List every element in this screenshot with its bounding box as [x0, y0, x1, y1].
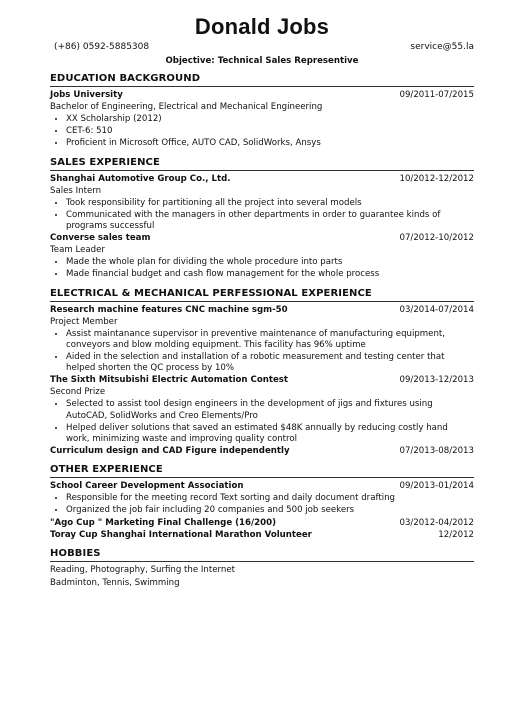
entry-title: Converse sales team: [50, 233, 151, 244]
bullet-list: [50, 256, 474, 280]
entry-header: [50, 304, 474, 316]
sales-section: [50, 156, 474, 281]
bullet-item: • XX Scholarship (2012): [66, 113, 474, 125]
entry-date: 09/2013-12/2013: [399, 375, 474, 386]
entry: [50, 517, 474, 529]
hobbies-line: Reading, Photography, Surfing the Internet: [50, 564, 236, 575]
entry: [50, 374, 474, 445]
education-section: [50, 72, 474, 150]
entry: [50, 89, 474, 150]
section-title: OTHER EXPERIENCE: [50, 463, 474, 478]
entry-header: [50, 480, 474, 492]
entry-date: 07/2012-10/2012: [399, 233, 474, 244]
entry-title: The Sixth Mitsubishi Electric Automation Contest: [50, 375, 289, 386]
bullet-list: [50, 492, 474, 516]
hobbies-section: [50, 547, 474, 590]
bullet-list: [50, 398, 474, 445]
bullet-list: [50, 328, 474, 375]
section-title: ELECTRICAL & MECHANICAL PERFESSIONAL EXPERIENCE: [50, 287, 474, 302]
entry-header: [50, 173, 474, 185]
entry: [50, 480, 474, 516]
candidate-name: Donald Jobs: [194, 14, 330, 39]
entry-role: Team Leader: [50, 245, 105, 256]
bullet-item: • CET-6: 510: [66, 125, 474, 137]
entry: [50, 232, 474, 280]
entry-title: "Ago Cup " Marketing Final Challenge (16/200): [50, 517, 277, 528]
entry-title: Shanghai Automotive Group Co., Ltd.: [50, 173, 231, 184]
entry: [50, 173, 474, 233]
bullet-item: • Helped deliver solutions that saved an estimated $48K annually by reducing costly hand work, minimizing waste and improving quality control: [66, 422, 474, 445]
entry-header: [50, 445, 474, 457]
section-title: SALES EXPERIENCE: [50, 156, 474, 171]
electrical-section: [50, 287, 474, 458]
entry-date: 10/2012-12/2012: [399, 173, 474, 184]
bullet-item: • Proficient in Microsoft Office, AUTO CAD, SolidWorks, Ansys: [66, 137, 474, 149]
entry-header: [50, 89, 474, 101]
entry-title: School Career Development Association: [50, 481, 244, 492]
bullet-item: • Made the whole plan for dividing the whole procedure into parts: [66, 256, 474, 268]
entry-role: Sales Intern: [50, 185, 102, 196]
entry-date: 12/2012: [438, 529, 474, 540]
contact-line: [50, 42, 474, 52]
objective: Objective: Technical Sales Representive: [165, 56, 359, 66]
bullet-item: • Took responsibility for partitioning all the project into several models: [66, 197, 474, 209]
entry: [50, 445, 474, 457]
entry-title: Toray Cup Shanghai International Marathon Volunteer: [50, 529, 312, 540]
entry-title: Research machine features CNC machine sgm-50: [50, 304, 288, 315]
bullet-item: • Aided in the selection and installation of a robotic measurement and testing center that helped shorten the QC process by 10%: [66, 351, 474, 374]
bullet-list: [50, 113, 474, 150]
bullet-list: [50, 197, 474, 233]
section-title: HOBBIES: [50, 547, 474, 562]
entry-date: 03/2014-07/2014: [399, 304, 474, 315]
entry-date: 09/2013-01/2014: [399, 481, 474, 492]
entry-title: Curriculum design and CAD Figure independently: [50, 446, 290, 457]
entry-role: Project Member: [50, 316, 118, 327]
other-section: [50, 463, 474, 540]
entry: [50, 529, 474, 541]
bullet-item: • Assist maintanance supervisor in preventive maintenance of manufacturing equipment, conveyors and blow molding equipment. This facility has 96% uptime: [66, 328, 474, 351]
bullet-item: • Selected to assist tool design engineers in the development of jigs and fixtures using AutoCAD, SolidWorks and Creo Elements/Pro: [66, 398, 474, 421]
bullet-item: • Organized the job fair including 20 companies and 500 job seekers: [66, 504, 474, 516]
section-title: EDUCATION BACKGROUND: [50, 72, 474, 87]
entry-role: Bachelor of Engineering, Electrical and Mechanical Engineering: [50, 102, 323, 112]
bullet-item: • Responsible for the meeting record Text sorting and daily document drafting: [66, 492, 474, 504]
bullet-item: • Made financial budget and cash flow management for the whole process: [66, 268, 474, 280]
bullet-item: • Communicated with the managers in other departments in order to guarantee kinds of programs successful: [66, 209, 474, 232]
entry-header: [50, 517, 474, 529]
entry-header: [50, 232, 474, 244]
hobbies-line: Badminton, Tennis, Swimming: [50, 577, 180, 588]
entry-title: Jobs University: [50, 90, 123, 100]
entry-header: [50, 529, 474, 541]
entry: [50, 304, 474, 375]
entry-role: Second Prize: [50, 387, 106, 398]
entry-date: 09/2011-07/2015: [399, 90, 474, 100]
email-address: service@55.la: [410, 42, 474, 52]
phone-number: (+86) 0592-5885308: [54, 42, 150, 52]
entry-date: 03/2012-04/2012: [399, 517, 474, 528]
entry-header: [50, 374, 474, 386]
entry-date: 07/2013-08/2013: [399, 446, 474, 457]
